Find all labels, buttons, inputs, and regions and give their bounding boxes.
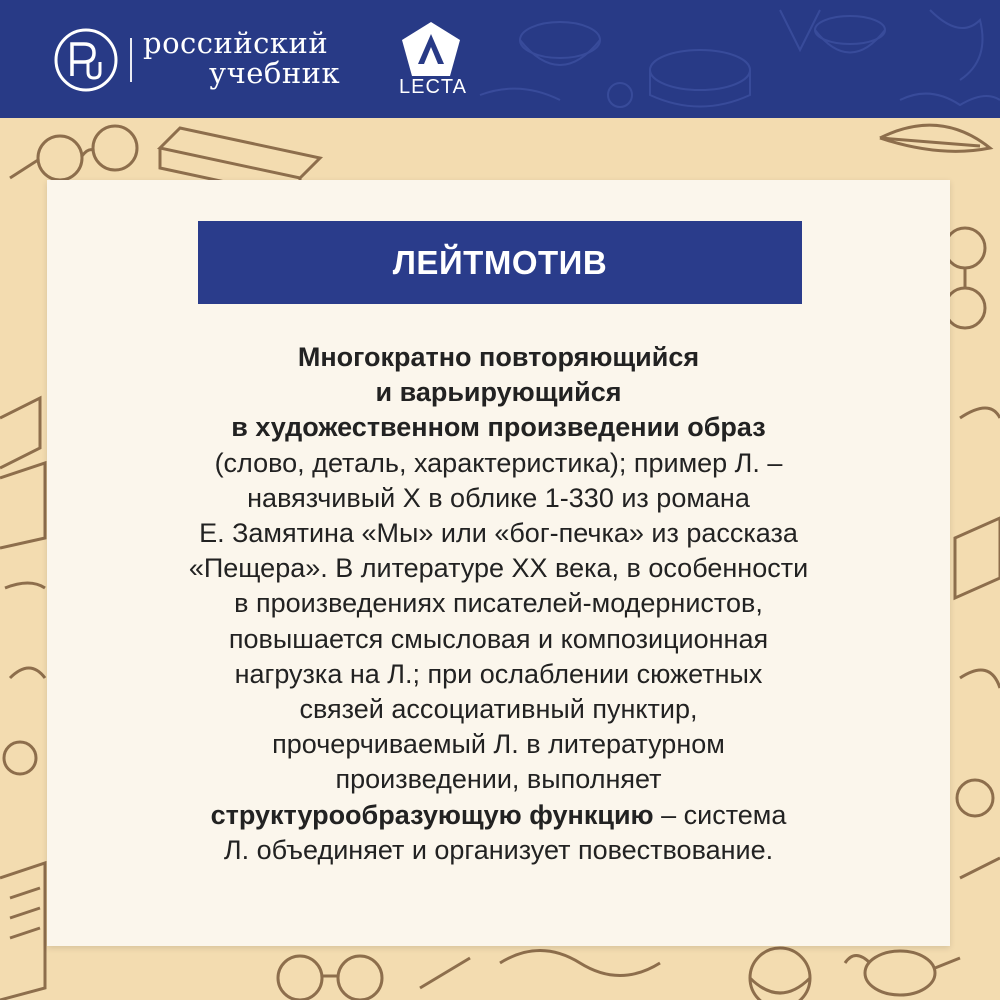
brand-line-1: российский [143, 26, 329, 60]
term-title: ЛЕЙТМОТИВ [198, 221, 802, 304]
definition-line: прочерчиваемый Л. в литературном [272, 729, 725, 760]
definition-line: нагрузка на Л.; при ослаблении сюжетных [234, 658, 763, 689]
logo-divider [130, 38, 132, 82]
definition-final-line: Л. объединяет и организует повествование. [223, 834, 774, 865]
site-header [0, 0, 1000, 118]
definition-bold-line: Многократно повторяющийся [297, 342, 700, 372]
definition-card [47, 180, 950, 946]
definition-line: повышается смысловая и композиционная [228, 623, 769, 654]
definition-line: Е. Замятина «Мы» или «бог-печка» из рассказа [199, 518, 798, 549]
definition-line: (слово, деталь, характеристика); пример Л. – [214, 447, 783, 478]
brand-wordmark[interactable] [143, 28, 340, 88]
definition-line: в произведениях писателей-модернистов, [234, 588, 763, 619]
lecta-pentagon-icon [400, 20, 462, 78]
definition-line: связей ассоциативный пунктир, [299, 694, 698, 725]
definition-line: навязчивый Х в облике 1-330 из романа [247, 482, 750, 513]
definition-line-tail: – система [653, 799, 787, 830]
definition-emphasis: структурообразующую функцию [210, 799, 654, 830]
definition-bold-line: и варьирующийся [375, 377, 622, 408]
ru-monogram-icon [50, 24, 122, 96]
definition-mixed-line [67, 798, 930, 833]
definition-text [67, 340, 930, 868]
definition-line: произведении, выполняет [335, 764, 662, 795]
definition-line: «Пещера». В литературе XX века, в особенности [188, 553, 809, 584]
lecta-label[interactable]: LECTA [399, 76, 467, 98]
brand-line-2: учебник [209, 56, 341, 90]
definition-bold-line: в художественном произведении образ [231, 412, 766, 443]
